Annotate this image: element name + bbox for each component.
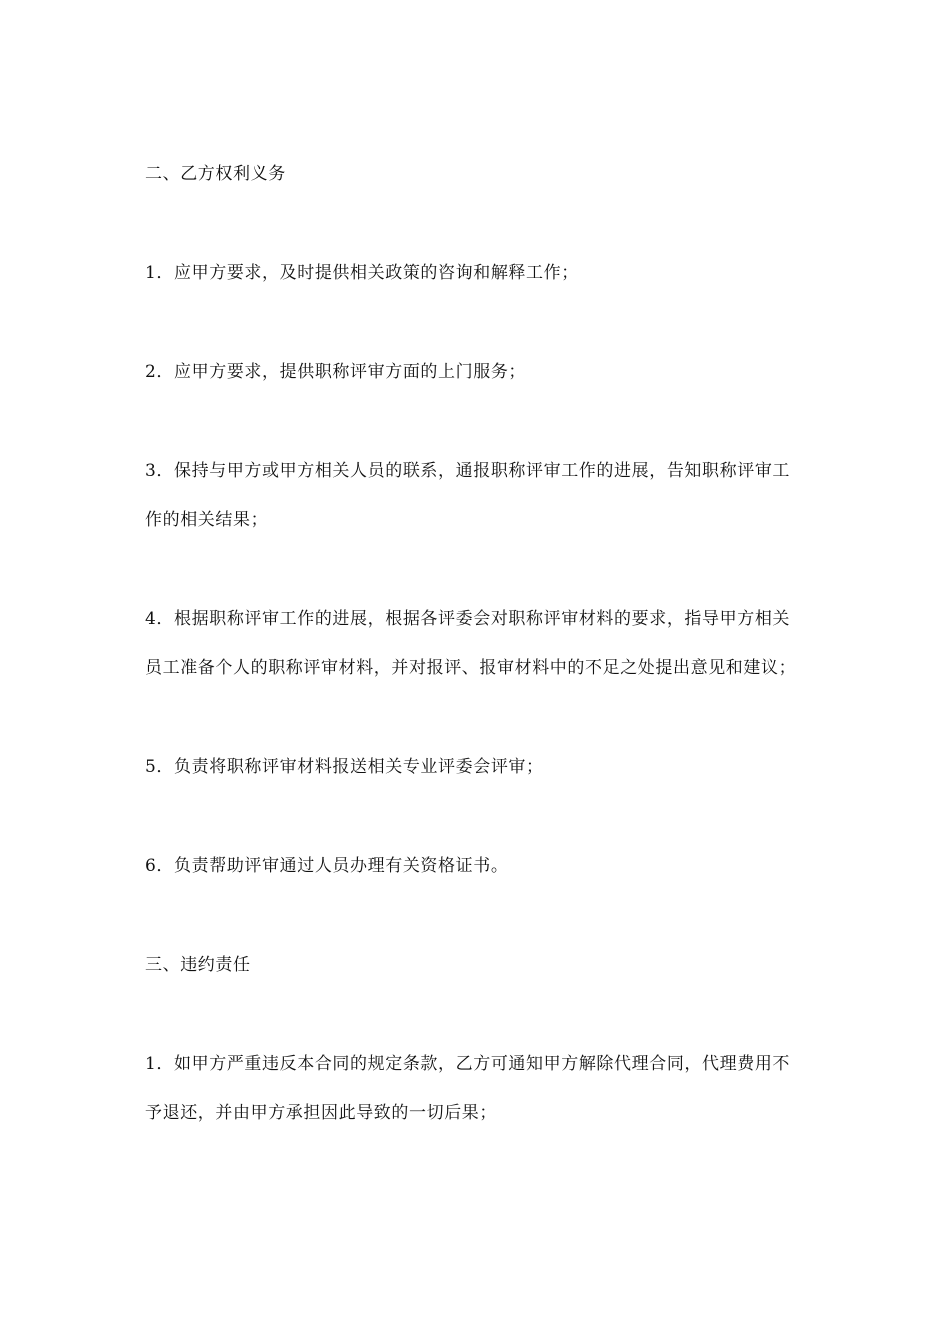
paragraph-spacer bbox=[145, 298, 807, 348]
paragraph-spacer bbox=[145, 990, 807, 1040]
clause-2-2: 2．应甲方要求，提供职称评审方面的上门服务； bbox=[145, 362, 527, 382]
section-heading-yifang-rights: 二、乙方权利义务 bbox=[145, 164, 286, 184]
paragraph-spacer bbox=[145, 199, 807, 249]
clause-2-1: 1．应甲方要求，及时提供相关政策的咨询和解释工作； bbox=[145, 263, 579, 283]
clause-3-1: 1．如甲方严重违反本合同的规定条款，乙方可通知甲方解除代理合同，代理费用不予退还，并由甲方承担因此导致的一切后果； bbox=[145, 1054, 791, 1123]
paragraph-spacer bbox=[145, 792, 807, 842]
paragraph-spacer bbox=[145, 545, 807, 595]
paragraph-spacer bbox=[145, 693, 807, 743]
clause-2-4: 4．根据职称评审工作的进展，根据各评委会对职称评审材料的要求，指导甲方相关员工准备个人的职称评审材料，并对报评、报审材料中的不足之处提出意见和建议； bbox=[145, 609, 797, 678]
clause-2-5: 5．负责将职称评审材料报送相关专业评委会评审； bbox=[145, 757, 544, 777]
clause-2-6: 6．负责帮助评审通过人员办理有关资格证书。 bbox=[145, 856, 509, 876]
paragraph-spacer bbox=[145, 891, 807, 941]
section-heading-breach-liability: 三、违约责任 bbox=[145, 955, 251, 975]
paragraph-spacer bbox=[145, 397, 807, 447]
document-body bbox=[145, 150, 807, 1138]
clause-2-3: 3．保持与甲方或甲方相关人员的联系，通报职称评审工作的进展，告知职称评审工作的相关结果； bbox=[145, 461, 791, 530]
